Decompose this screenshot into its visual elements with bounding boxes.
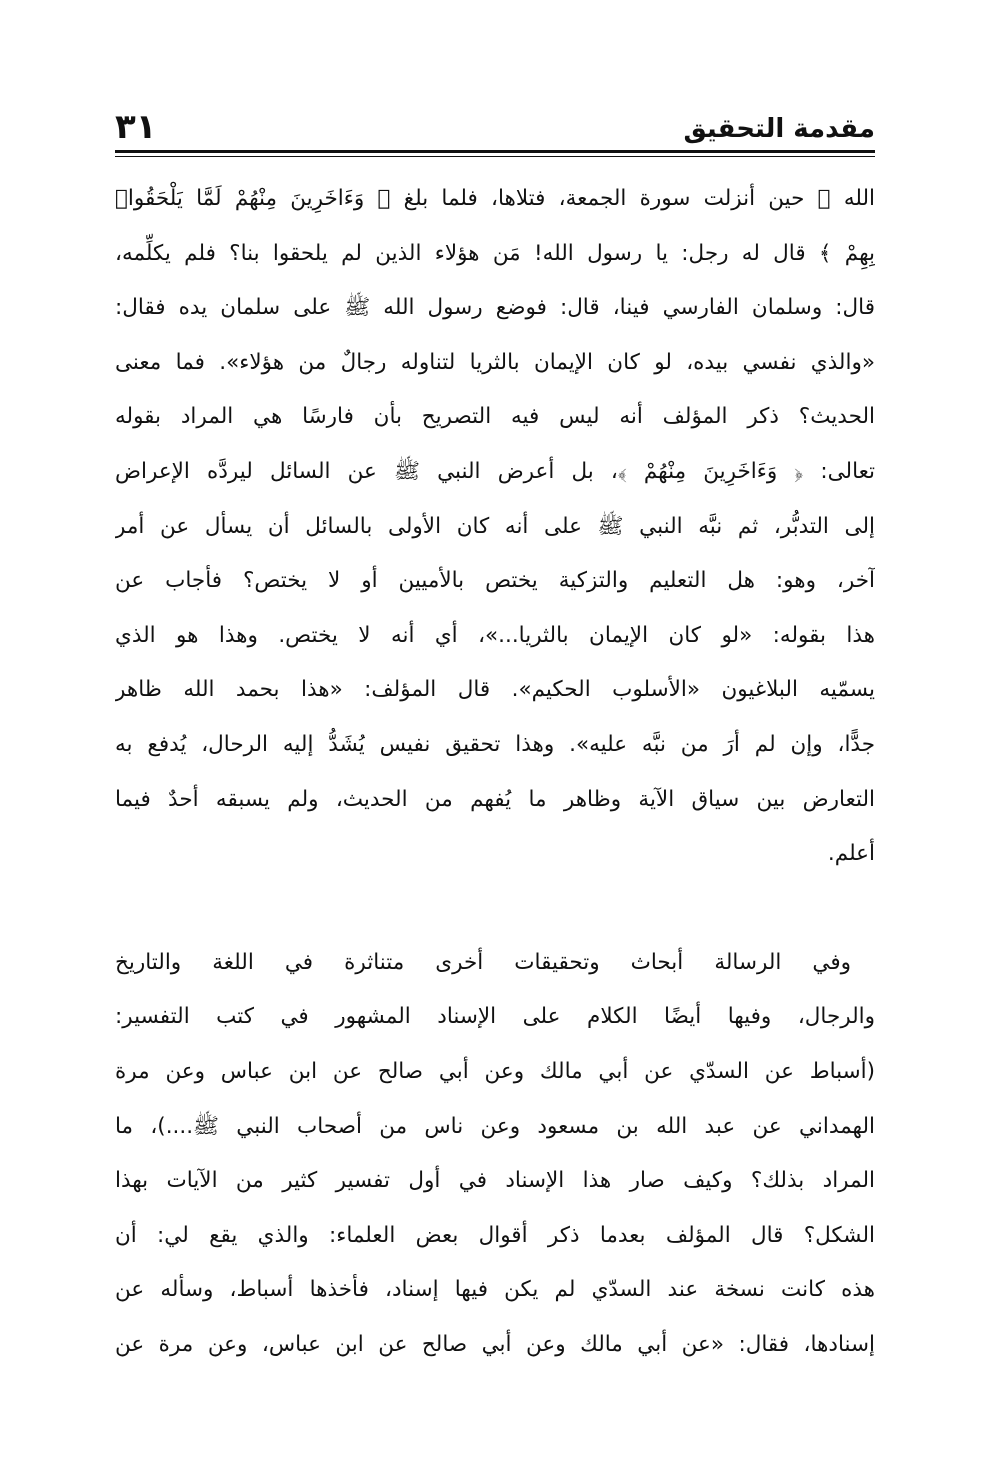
text-line: وفي الرسالة أبحاث وتحقيقات أخرى متناثرة في اللغة والتاريخ — [115, 949, 851, 975]
text-line: هذه كانت نسخة عند السدّي لم يكن فيها إسناد، فأخذها أسباط، وسأله عن — [115, 1277, 875, 1303]
text-line: الحديث؟ ذكر المؤلف أنه ليس فيه التصريح بأن فارسًا هي المراد بقوله — [115, 404, 875, 430]
text-line: الشكل؟ قال المؤلف بعدما ذكر أقوال بعض العلماء: والذي يقع لي: أن — [115, 1222, 875, 1248]
text-line: والرجال، وفيها أيضًا الكلام على الإسناد المشهور في كتب التفسير: — [115, 1004, 875, 1030]
page-header — [115, 108, 875, 150]
text-line: الهمداني عن عبد الله بن مسعود وعن ناس من أصحاب النبي ﷺ....)، ما — [115, 1113, 875, 1139]
body-text — [115, 172, 875, 1372]
text-line: آخر، وهو: هل التعليم والتزكية يختص بالأميين أو لا يختص؟ فأجاب عن — [115, 568, 875, 594]
text-line: إلى التدبُّر، ثم نبَّه النبي ﷺ على أنه كان الأولى بالسائل أن يسأل عن أمر — [115, 513, 875, 539]
header-rule — [115, 150, 875, 153]
text-line: جدًّا، وإن لم أرَ من نبَّه عليه». وهذا تحقيق نفيس يُشَدُّ إليه الرحال، يُدفع به — [115, 731, 875, 757]
text-line: قال: وسلمان الفارسي فينا، قال: فوضع رسول الله ﷺ على سلمان يده فقال: — [115, 295, 875, 321]
paragraph-gap — [115, 882, 875, 936]
text-line: التعارض بين سياق الآية وظاهر ما يُفهم من الحديث، ولم يسبقه أحدٌ فيما — [115, 786, 875, 812]
text-line: (أسباط عن السدّي عن أبي مالك وعن أبي صالح عن ابن عباس وعن مرة — [115, 1058, 875, 1084]
text-line: بِهِمْ ﴾ قال له رجل: يا رسول الله! مَن هؤلاء الذين لم يلحقوا بنا؟ فلم يكلِّمه، — [115, 240, 875, 266]
text-line: إسنادها، فقال: «عن أبي مالك وعن أبي صالح عن ابن عباس، وعن مرة عن — [115, 1331, 875, 1357]
text-line: تعالى: ﴿ وَءَاخَرِينَ مِنْهُمْ ﴾، بل أعرض النبي ﷺ عن السائل ليردَّه الإعراض — [115, 458, 875, 484]
page-number: ٣١ — [115, 107, 157, 147]
header-rule-thin — [115, 156, 875, 157]
text-line: «والذي نفسي بيده، لو كان الإيمان بالثريا لتناوله رجالٌ من هؤلاء». فما معنى — [115, 349, 875, 375]
text-line: يسمّيه البلاغيون «الأسلوب الحكيم». قال المؤلف: «هذا بحمد الله ظاهر — [115, 677, 875, 703]
text-line: المراد بذلك؟ وكيف صار هذا الإسناد في أول تفسير كثير من الآيات بهذا — [115, 1168, 875, 1194]
text-line: هذا بقوله: «لو كان الإيمان بالثريا...»، أي أنه لا يختص. وهذا هو الذي — [115, 622, 875, 648]
text-line: أعلم. — [827, 841, 875, 867]
chapter-title: مقدمة التحقيق — [683, 114, 875, 144]
text-line: الله ﷺ حين أنزلت سورة الجمعة، فتلاها، فلما بلغ ﴿ وَءَاخَرِينَ مِنْهُمْ لَمَّا يَلْحَقُوا۟ — [115, 186, 875, 211]
